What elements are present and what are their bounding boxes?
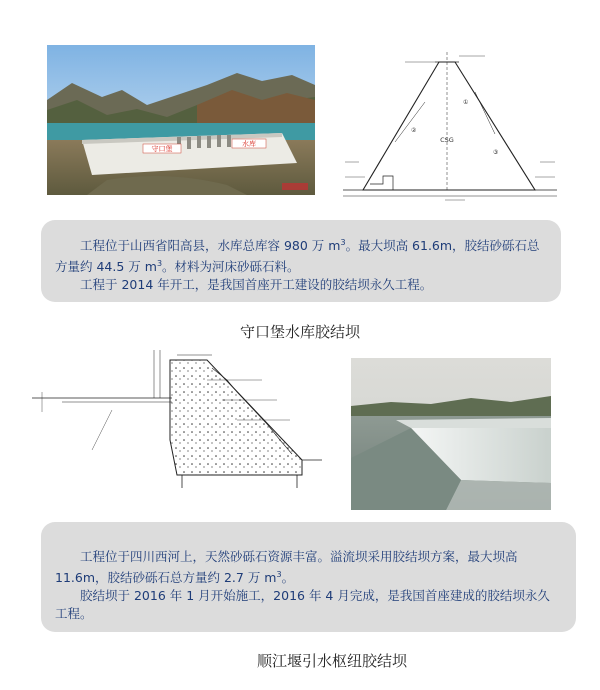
description-1-para-1: [55, 234, 547, 276]
description-box-1: [41, 220, 561, 302]
description-1-sup-b: 3: [156, 259, 163, 269]
description-1-para-2: 工程于 2014 年开工，是我国首座开工建设的胶结坝永久工程。: [80, 277, 433, 293]
caption-shoukoubao: 守口堡水库胶结坝: [239, 323, 360, 341]
dam-photo-shoukoubao: [47, 45, 315, 195]
description-2-para-1-part-b: 。: [281, 570, 295, 586]
dam-cross-section-drawing-1: [335, 42, 565, 202]
description-1-para-1-part-a: 工程位于山西省阳高县，水库总库容 980 万 m: [80, 238, 341, 254]
csg-label: CSG: [440, 136, 454, 144]
description-1-sup-a: 3: [340, 238, 346, 247]
zone-label-3: ③: [493, 149, 499, 156]
zone-label-2: ②: [411, 127, 417, 134]
description-1-para-1-part-c: 。材料为河床砂砾石料。: [162, 259, 300, 275]
description-2-para-2: 胶结坝于 2016 年 1 月开始施工，2016 年 4 月完成，是我国首座建成的胶结坝永久工程。: [55, 588, 550, 622]
description-box-2: [41, 522, 576, 632]
zone-label-1: ①: [463, 99, 469, 106]
description-1-para-1-part-b: 。最大坝高 61.6m，胶结砂砾石总方量约 44.5 万 m: [55, 238, 540, 275]
description-2-sup: 3: [276, 570, 282, 579]
dam-label-right: 水库: [242, 140, 256, 148]
description-2-para-1: [55, 548, 562, 587]
caption-shunjiangyan: 顺江堰引水枢纽胶结坝: [256, 652, 407, 670]
dam-label-left: 守口堡: [151, 145, 173, 153]
dam-cross-section-drawing-2: [22, 350, 327, 490]
description-2-para-1-part-a: 工程位于四川西河上，天然砂砾石资源丰富。溢流坝采用胶结坝方案，最大坝高 11.6m，胶结砂砾石总方量约 2.7 万 m: [55, 549, 518, 586]
weir-photo-shunjiangyan: [351, 358, 551, 510]
